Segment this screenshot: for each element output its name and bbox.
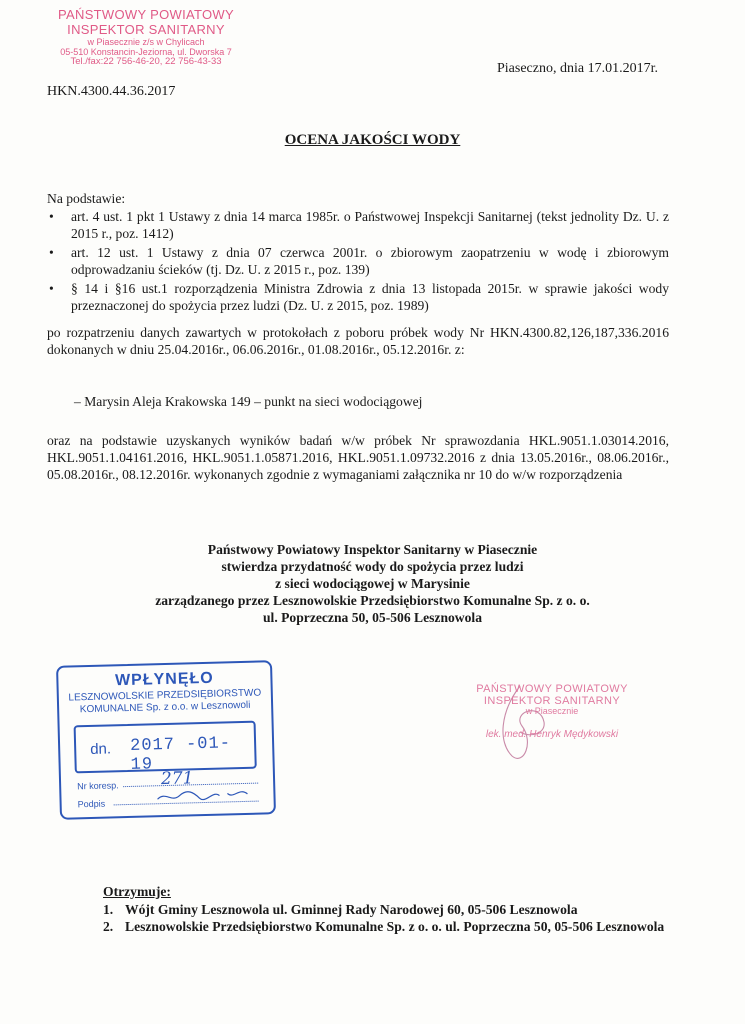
list-item [47,280,669,314]
recipient-text: Lesznowolskie Przedsiębiorstwo Komunalne Sp. z o. o. ul. Poprzeczna 50, 05-506 Lesznowola [125,919,665,934]
decision-statement [0,541,745,626]
document-title [0,132,745,149]
decision-line: stwierdza przydatność wody do spożycia przez ludzi [221,559,524,574]
list-item [47,244,669,278]
list-item [47,208,669,242]
header-stamp-line: w Piasecznie z/s w Chylicach [87,37,205,48]
place-and-date: Piaseczno, dnia 17.01.2017r. [497,61,658,76]
received-stamp [56,660,276,820]
header-stamp-line: 05-510 Konstancin-Jeziorna, ul. Dworska 7 [60,47,232,58]
decision-line: Państwowy Powiatowy Inspektor Sanitarny w Piasecznie [207,542,538,557]
header-stamp-line: Tel./fax:22 756-46-20, 22 756-43-33 [70,56,222,68]
signature-label: Podpis [77,798,106,810]
basis-intro: Na podstawie: [47,191,126,206]
signature-stamp-line: w Piasecznie [525,706,579,717]
received-stamp-title: WPŁYNĘŁO [114,669,214,690]
list-item-text: art. 4 ust. 1 pkt 1 Ustawy z dnia 14 marca 1985r. o Państwowej Inspekcji Sanitarnej (tekst jednolity Dz. U. z 2015 r., poz. 1412) [71,209,669,241]
header-stamp-line: INSPEKTOR SANITARNY [67,21,225,37]
correspondence-number: 271 [160,768,194,790]
recipients-list [103,901,664,935]
recipient-text: Wójt Gminy Lesznowola ul. Gminnej Rady Narodowej 60, 05-506 Lesznowola [125,902,578,917]
inspector-signature-stamp [452,683,652,740]
decision-line: zarządzanego przez Lesznowolskie Przedsiębiorstwo Komunalne Sp. z o. o. [155,593,590,608]
received-stamp-company: LESZNOWOLSKIE PRZEDSIĘBIORSTWO [68,687,262,704]
recipients-heading: Otrzymuje: [103,884,171,899]
list-item [103,901,664,918]
results-paragraph: oraz na podstawie uzyskanych wyników badań w/w próbek Nr sprawozdania HKL.9051.1.03014.2016, HKL.9051.1.04161.2016, HKL.9051.1.05871.2016, HKL.9051.1.09732.2016 z dnia 13.05.2016r., 08.06.2016r., 05.08.2016r., 08.12.2016r. wykonanych zgodnie z wymaganiami załącznika nr 10 do w/w rozporządzenia [47,433,669,482]
legal-basis-list [47,208,669,316]
document-title-text: OCENA JAKOŚCI WODY [284,132,461,148]
correspondence-number-label: Nr koresp. [77,780,119,792]
header-stamp-line: PAŃSTWOWY POWIATOWY [58,7,234,22]
bullet-icon: • [49,245,54,260]
list-item-text: art. 12 ust. 1 Ustawy z dnia 07 czerwca 2001r. o zbiorowym zaopatrzeniu w wodę i zbiorowym odprowadzaniu ścieków (tj. Dz. U. z 2015 r., poz. 139) [71,245,669,277]
received-date-box [74,721,257,774]
received-date-label: dn. [89,740,112,758]
list-item [103,918,664,935]
signature-stamp-line: INSPEKTOR SANITARNY [483,695,621,708]
reference-number: HKN.4300.44.36.2017 [47,84,176,99]
received-stamp-company-2: KOMUNALNE Sp. z o.o. w Lesznowoli [79,699,251,716]
decision-line: z sieci wodociągowej w Marysinie [275,576,470,591]
inspector-header-stamp [56,8,236,68]
decision-line: ul. Poprzeczna 50, 05-506 Lesznowola [263,610,482,625]
sampling-point: – Marysin Aleja Krakowska 149 – punkt na sieci wodociągowej [74,394,423,409]
signature-stamp-line: PAŃSTWOWY POWIATOWY [476,683,628,695]
bullet-icon: • [49,209,54,224]
bullet-icon: • [49,281,54,296]
list-number: 2. [103,919,114,934]
received-date: 2017 -01- 19 [129,734,232,775]
handwritten-signature-icon [153,785,253,806]
protocols-paragraph: po rozpatrzeniu danych zawartych w protokołach z poboru próbek wody Nr HKN.4300.82,126,187,336.2016 dokonanych w dniu 25.04.2016r., 06.06.2016r., 01.08.2016r., 05.12.2016r. z: [47,325,669,357]
inspector-name: lek. med. Henryk Mędykowski [485,729,619,741]
list-number: 1. [103,902,114,917]
list-item-text: § 14 i §16 ust.1 rozporządzenia Ministra Zdrowia z dnia 13 listopada 2015r. w sprawie jakości wody przeznaczonej do spożycia przez ludzi (Dz. U. z 2015, poz. 1989) [71,281,669,313]
